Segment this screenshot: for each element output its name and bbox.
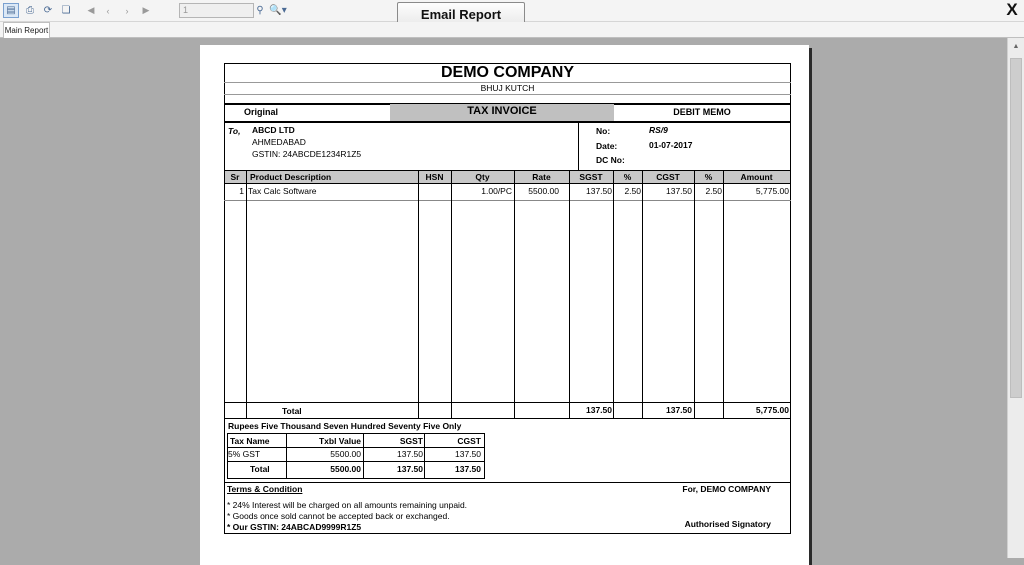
tax-col-name: Tax Name [230, 436, 270, 446]
tab-main-report[interactable]: Main Report [3, 22, 50, 38]
col-sgst-pct: % [623, 172, 632, 182]
copy-type: Original [244, 107, 279, 117]
terms-line-2: * Goods once sold cannot be accepted back or exchanged. [227, 511, 450, 521]
item-qty: 1.00/PC [481, 186, 512, 196]
col-amount: Amount [740, 172, 773, 182]
next-page-icon[interactable]: › [125, 5, 129, 16]
col-cgst: CGST [656, 172, 680, 182]
invoice-no-label: No: [596, 126, 611, 136]
tax-total-sgst: 137.50 [397, 464, 423, 474]
tax-row-cgst: 137.50 [455, 449, 481, 459]
vertical-scrollbar[interactable] [1007, 38, 1024, 558]
tax-total-cgst: 137.50 [455, 464, 481, 474]
memo-type: DEBIT MEMO [673, 107, 731, 117]
date-label: Date: [596, 141, 618, 151]
item-sr: 1 [239, 186, 244, 196]
date-value: 01-07-2017 [649, 140, 693, 150]
total-amount: 5,775.00 [755, 405, 789, 415]
item-cgst: 137.50 [666, 186, 692, 196]
customer-gstin: GSTIN: 24ABCDE1234R1Z5 [252, 149, 362, 159]
col-rate: Rate [532, 172, 551, 182]
tax-col-txbl: Txbl Value [318, 436, 361, 446]
first-page-icon[interactable]: ◀ [87, 5, 95, 15]
tax-col-cgst: CGST [457, 436, 481, 446]
item-sgst: 137.50 [586, 186, 612, 196]
terms-line-1: * 24% Interest will be charged on all amounts remaining unpaid. [227, 500, 468, 510]
tax-row-txbl: 5500.00 [330, 449, 361, 459]
find-icon[interactable]: ⚲ [256, 5, 264, 16]
company-city: BHUJ KUTCH [480, 83, 535, 93]
close-icon[interactable]: X [1006, 0, 1018, 19]
invoice-no-value: RS/9 [649, 125, 668, 135]
refresh-icon[interactable]: ⟳ [43, 5, 53, 16]
tab-bar [0, 22, 1024, 38]
scrollbar-thumb[interactable] [1010, 58, 1022, 398]
page-number-input[interactable]: 1 [179, 3, 254, 18]
authorised-signatory: Authorised Signatory [684, 519, 771, 529]
prev-page-icon[interactable]: ‹ [106, 5, 110, 16]
item-amount: 5,775.00 [755, 186, 789, 196]
amount-in-words: Rupees Five Thousand Seven Hundred Seventy Five Only [228, 421, 462, 431]
tax-row-name: 5% GST [228, 449, 261, 459]
item-cgst-pct: 2.50 [705, 186, 722, 196]
col-hsn: HSN [425, 172, 444, 182]
tax-total-txbl: 5500.00 [330, 464, 361, 474]
company-name: DEMO COMPANY [440, 64, 575, 81]
customer-city: AHMEDABAD [252, 137, 306, 147]
item-description: Tax Calc Software [248, 186, 317, 196]
dc-no-label: DC No: [596, 155, 625, 165]
email-report-button[interactable]: Email Report [397, 2, 525, 27]
invoice-title: TAX INVOICE [467, 105, 537, 117]
terms-line-3: * Our GSTIN: 24ABCAD9999R1Z5 [227, 522, 362, 532]
scroll-up-icon[interactable]: ▲ [1012, 42, 1020, 50]
print-icon[interactable]: ⎙ [26, 5, 34, 16]
item-sgst-pct: 2.50 [624, 186, 641, 196]
tax-row-sgst: 137.50 [397, 449, 423, 459]
total-cgst: 137.50 [666, 405, 692, 415]
col-description: Product Description [250, 172, 332, 182]
col-qty: Qty [475, 172, 490, 182]
for-company: For, DEMO COMPANY [682, 484, 771, 494]
col-sgst: SGST [579, 172, 603, 182]
report-toolbar [0, 0, 1024, 22]
col-sr: Sr [230, 172, 240, 182]
page-setup-icon[interactable]: ❏ [61, 5, 71, 16]
tax-total-label: Total [250, 464, 270, 474]
total-label: Total [282, 406, 302, 416]
to-label: To, [228, 126, 241, 136]
terms-title: Terms & Condition [227, 484, 303, 494]
col-cgst-pct: % [704, 172, 713, 182]
customer-name: ABCD LTD [252, 125, 295, 135]
tax-col-sgst: SGST [399, 436, 423, 446]
zoom-icon[interactable]: 🔍▾ [269, 5, 287, 16]
report-page [200, 45, 809, 565]
last-page-icon[interactable]: ▶ [142, 5, 150, 15]
total-sgst: 137.50 [586, 405, 612, 415]
export-icon[interactable]: ▤ [3, 3, 19, 18]
item-rate: 5500.00 [528, 186, 559, 196]
